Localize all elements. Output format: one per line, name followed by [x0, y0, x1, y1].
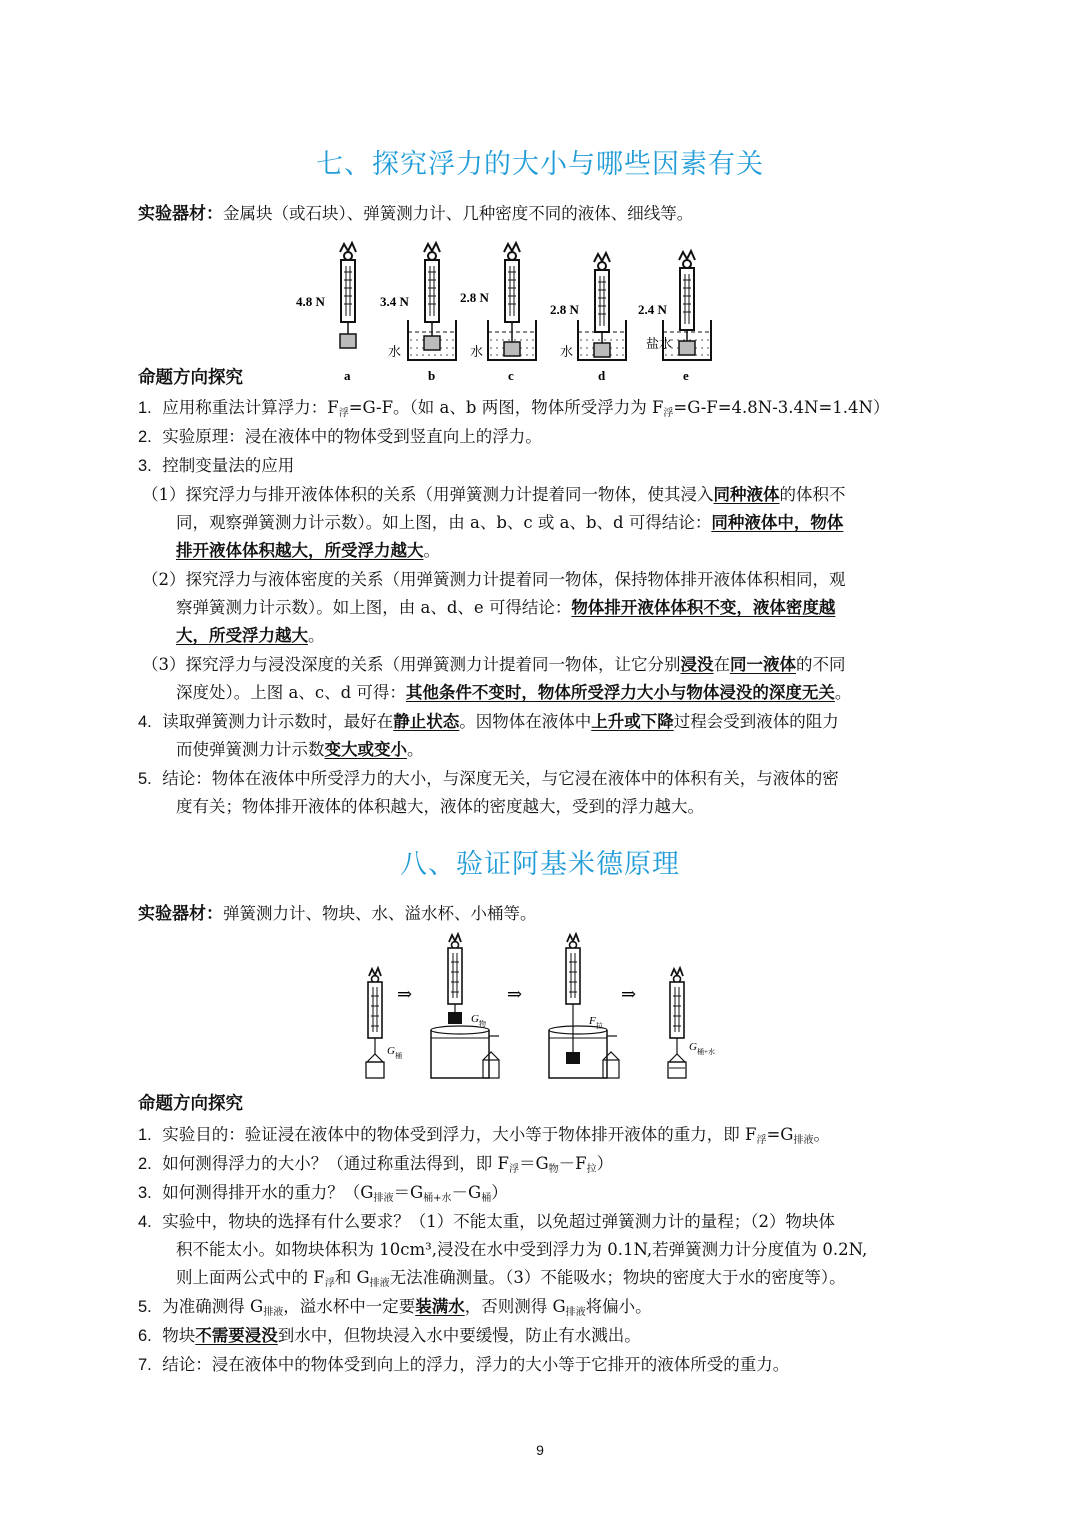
arrow-2: ⇒: [507, 984, 523, 1004]
key-phrase: 静止状态: [393, 712, 460, 731]
label-g-bucket-water-sub: 桶+水: [697, 1048, 715, 1056]
s7-heading: 命题方向探究: [138, 368, 243, 388]
s8-heading: 命题方向探究: [138, 1094, 243, 1114]
subscript: 排液: [369, 1278, 390, 1289]
key-phrase: 同种液体中，物体: [711, 513, 844, 532]
text: 。: [834, 683, 852, 702]
text: ，否则测得 G: [464, 1297, 566, 1316]
text: 应用称重法计算浮力：F: [162, 398, 339, 417]
text: 读取弹簧测力计示数时，最好在: [162, 712, 394, 731]
item-num: 4.: [138, 1213, 152, 1231]
subscript: 桶: [481, 1193, 492, 1204]
text: 察弹簧测力计示数）。如上图，由 a、d、e 可得结论：: [176, 598, 572, 617]
key-phrase: 不需要浸没: [195, 1326, 278, 1345]
arrow-1: ⇒: [397, 984, 413, 1004]
text: 过程会受到液体的阻力: [673, 712, 839, 731]
text: 深度处）。上图 a、c、d 可得：: [176, 683, 406, 702]
subscript: 拉: [586, 1164, 597, 1175]
key-phrase: 排开液体体积越大，所受浮力越大: [176, 541, 424, 560]
letter-b: b: [428, 368, 436, 383]
s8-item-6: [138, 1324, 641, 1348]
item-num: 7.: [138, 1356, 152, 1374]
s8-item-4-line-1: [138, 1210, 835, 1234]
item-num: 5.: [138, 770, 152, 788]
item-num: 2.: [138, 428, 152, 446]
setup-c: [488, 243, 536, 360]
text: 同，观察弹簧测力计示数）。如上图，由 a、b、c 或 a、b、d 可得结论：: [176, 513, 712, 532]
materials-text: 金属块（或石块）、弹簧测力计、几种密度不同的液体、细线等。: [223, 204, 694, 223]
key-phrase: 同种液体: [713, 485, 780, 504]
text: 为准确测得 G: [162, 1297, 264, 1316]
label-g-object-sub: 物: [479, 1020, 486, 1028]
reading-d: 2.8 N: [550, 302, 579, 317]
key-phrase: 浸没: [680, 655, 714, 674]
item-num: 2.: [138, 1155, 152, 1173]
section-8-title: 八、验证阿基米德原理: [400, 849, 680, 880]
s7-point-3-line-2: [176, 681, 851, 705]
text: 。: [813, 1125, 830, 1144]
text: 。: [407, 740, 424, 759]
s7-item-4-line-1: [138, 710, 839, 734]
materials-label: 实验器材：: [138, 204, 223, 224]
label-g-bucket-sub: 桶: [395, 1052, 402, 1060]
reading-a: 4.8 N: [296, 294, 325, 309]
text: 的不同: [796, 655, 846, 674]
text: 结论：物体在液体中所受浮力的大小，与深度无关，与它浸在液体中的体积有关，与液体的密: [162, 769, 839, 788]
text: ＝G: [518, 1154, 549, 1173]
text: （2）探究浮力与液体密度的关系（用弹簧测力计提着同一物体，保持物体排开液体体积相同，观: [142, 570, 846, 589]
text: 将偏小。: [585, 1297, 652, 1316]
step-4-bucket-water: [668, 968, 686, 1078]
s7-item-5-line-1: [138, 767, 839, 791]
liquid-d: 水: [560, 344, 574, 359]
text: 度有关；物体排开液体的体积越大，液体的密度越大，受到的浮力越大。: [176, 797, 704, 816]
subscript: 浮: [508, 1164, 519, 1175]
letter-a: a: [344, 368, 351, 383]
s7-item-3: [138, 454, 294, 478]
materials-text: 弹簧测力计、物块、水、溢水杯、小桶等。: [223, 904, 537, 923]
text: ）: [596, 1154, 614, 1173]
text: 如何测得排开水的重力？（G: [162, 1183, 374, 1202]
s7-point-2-line-1: [142, 568, 846, 592]
s8-item-7: [138, 1353, 789, 1377]
key-phrase: 物体排开液体体积不变，液体密度越: [571, 598, 836, 617]
subscript: 桶+水: [423, 1193, 452, 1204]
key-phrase: 变大或变小: [324, 740, 407, 759]
text: 。: [423, 541, 440, 560]
text: =G-F。（如 a、b 两图，物体所受浮力为 F: [348, 398, 664, 417]
s7-point-1-line-3: [176, 539, 440, 563]
text: 无法准确测量。（3）不能吸水；物块的密度大于水的密度等）。: [389, 1268, 846, 1287]
s7-item-2: [138, 425, 542, 449]
text: 如何测得浮力的大小？（通过称重法得到，即 F: [162, 1154, 509, 1173]
item-num: 4.: [138, 713, 152, 731]
text: 实验中，物块的选择有什么要求？（1）不能太重，以免超过弹簧测力计的量程；（2）物块体: [162, 1212, 836, 1231]
label-g-object: G: [471, 1013, 479, 1025]
reading-b: 3.4 N: [380, 294, 409, 309]
archimedes-experiment-figure: [355, 932, 725, 1084]
s7-point-1-line-2: [176, 511, 843, 535]
text: 物块: [162, 1326, 196, 1345]
setup-d: [578, 253, 626, 360]
item-num: 3.: [138, 1184, 152, 1202]
s7-point-2-line-2: [176, 596, 835, 620]
s8-item-1: [138, 1123, 830, 1153]
letter-c: c: [508, 368, 514, 383]
text: =G: [766, 1125, 794, 1144]
text: 在: [713, 655, 730, 674]
s7-item-4-line-2: [176, 738, 424, 762]
s7-point-1-line-1: [142, 483, 846, 507]
text: 实验原理：浸在液体中的物体受到竖直向上的浮力。: [162, 427, 542, 446]
text: 积不能太小。如物块体积为 10cm³,浸没在水中受到浮力为 0.1N,若弹簧测力计分度值为 0.2N,: [176, 1240, 868, 1259]
text: 结论：浸在液体中的物体受到向上的浮力，浮力的大小等于它排开的液体所受的重力。: [162, 1355, 790, 1374]
step-2-object: [431, 934, 499, 1078]
setup-a: [340, 243, 356, 348]
key-phrase: 同一液体: [730, 655, 796, 674]
text: 则上面两公式中的 F: [176, 1268, 325, 1287]
text: 实验目的：验证浸在液体中的物体受到浮力，大小等于物体排开液体的重力，即 F: [162, 1125, 757, 1144]
label-f-pull: F: [589, 1015, 596, 1027]
step-1-bucket: [366, 968, 384, 1078]
text: 控制变量法的应用: [162, 456, 295, 475]
page-number: 9: [536, 1442, 544, 1458]
liquid-c: 水: [470, 344, 484, 359]
text: （3）探究浮力与浸没深度的关系（用弹簧测力计提着同一物体，让它分别: [142, 655, 681, 674]
subscript: 物: [548, 1164, 559, 1175]
s8-item-4-line-2: [176, 1238, 867, 1262]
label-f-pull-sub: 拉: [596, 1022, 603, 1030]
s7-point-2-line-3: [176, 624, 325, 648]
text: 。: [308, 626, 325, 645]
step-3-immersed: [549, 934, 619, 1078]
text: 到水中，但物块浸入水中要缓慢，防止有水溅出。: [277, 1326, 641, 1345]
text: =G-F=4.8N-3.4N=1.4N）: [673, 398, 890, 417]
s8-item-3: [138, 1181, 508, 1211]
text: （1）探究浮力与排开液体体积的关系（用弹簧测力计提着同一物体，使其浸入: [142, 485, 714, 504]
buoyancy-experiment-figure: [290, 240, 730, 388]
letter-e: e: [683, 368, 689, 383]
subscript: 浮: [663, 408, 674, 419]
subscript: 排液: [793, 1135, 814, 1146]
key-phrase: 大，所受浮力越大: [176, 626, 308, 645]
s8-materials: [138, 902, 537, 926]
item-num: 1.: [138, 1126, 152, 1144]
label-g-bucket: G: [387, 1045, 395, 1057]
arrow-3: ⇒: [621, 984, 637, 1004]
key-phrase: 其他条件不变时，物体所受浮力大小与物体浸没的深度无关: [405, 683, 835, 702]
item-num: 5.: [138, 1298, 152, 1316]
liquid-e: 盐水: [646, 336, 673, 351]
subscript: 排液: [565, 1307, 586, 1318]
text: 和 G: [334, 1268, 370, 1287]
key-phrase: 上升或下降: [591, 712, 674, 731]
reading-e: 2.4 N: [638, 302, 667, 317]
text: 。因物体在液体中: [459, 712, 592, 731]
reading-c: 2.8 N: [460, 290, 489, 305]
subscript: 排液: [263, 1307, 284, 1318]
subscript: 排液: [373, 1193, 394, 1204]
subscript: 浮: [756, 1135, 767, 1146]
label-g-bucket-water: G: [689, 1041, 697, 1053]
subscript: 浮: [338, 408, 349, 419]
text: －G: [451, 1183, 482, 1202]
text: 而使弹簧测力计示数: [176, 740, 325, 759]
text: －F: [558, 1154, 587, 1173]
key-phrase: 装满水: [415, 1297, 465, 1316]
s7-point-3-line-1: [142, 653, 846, 677]
text: ＝G: [393, 1183, 424, 1202]
letter-d: d: [598, 368, 606, 383]
s8-item-5: [138, 1295, 652, 1325]
subscript: 浮: [324, 1278, 335, 1289]
liquid-b: 水: [388, 344, 402, 359]
materials-label: 实验器材：: [138, 904, 223, 924]
s8-item-4-line-3: [176, 1266, 846, 1296]
s7-materials: [138, 202, 693, 226]
item-num: 3.: [138, 457, 152, 475]
section-7-title: 七、探究浮力的大小与哪些因素有关: [316, 149, 764, 180]
s7-item-5-line-2: [176, 795, 704, 819]
item-num: 6.: [138, 1327, 152, 1345]
text: ）: [491, 1183, 508, 1202]
text: ，溢水杯中一定要: [283, 1297, 416, 1316]
s7-item-1: [138, 396, 890, 426]
s8-item-2: [138, 1152, 613, 1182]
text: 的体积不: [779, 485, 846, 504]
item-num: 1.: [138, 399, 152, 417]
setup-b: [408, 243, 456, 360]
